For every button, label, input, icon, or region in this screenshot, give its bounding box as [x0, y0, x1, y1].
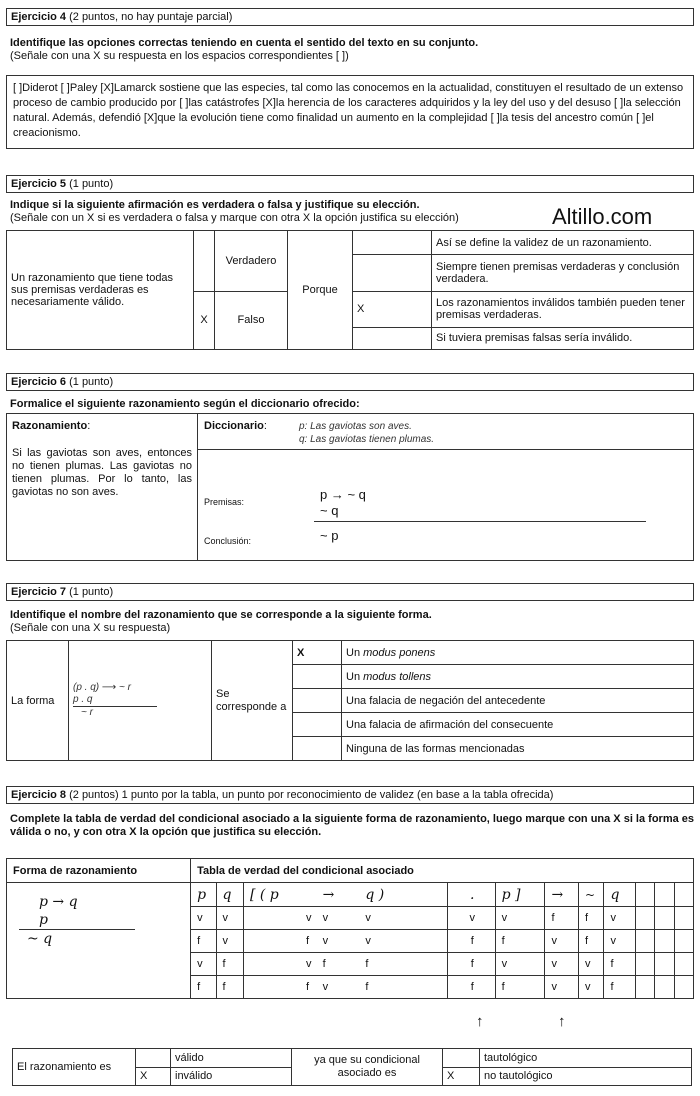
tt-cell: f	[317, 953, 360, 976]
ej5-option-text: Siempre tienen premisas verdaderas y conclusión verdadera.	[432, 255, 694, 291]
tt-cell: f	[243, 930, 316, 953]
tt-cell: f	[447, 953, 495, 976]
tt-cell: v	[359, 907, 447, 930]
ej5-true-mark[interactable]	[194, 231, 215, 292]
tt-spacer-cell	[655, 976, 674, 999]
ej6-razonamiento-text: Si las gaviotas son aves, entonces no tienen plumas. Las gaviotas no tienen plumas. Por lo tanto, las gaviotas no son aves.	[12, 447, 192, 498]
ej5-option-text: Así se define la validez de un razonamiento.	[432, 231, 694, 255]
tt-header-cell: p	[191, 883, 216, 907]
ej7-option-mark[interactable]	[293, 713, 342, 737]
tt-header-cell: q	[216, 883, 243, 907]
ej8-col2-header: Tabla de verdad del condicional asociado	[191, 859, 694, 883]
tt-cell: v	[447, 907, 495, 930]
ej7-instructions	[10, 609, 690, 635]
tt-spacer-cell	[674, 953, 693, 976]
tt-cell: v	[579, 976, 604, 999]
ej6-premisas-label: Premisas:	[204, 497, 245, 507]
tt-cell: v	[317, 907, 360, 930]
tt-cell: f	[545, 907, 579, 930]
tt-cell: v	[191, 907, 216, 930]
ej4-header-points: (2 puntos, no hay puntaje parcial)	[66, 11, 233, 23]
ej5-instruction: (Señale con un X si es verdadera o falsa y marque con otra X la opción justifica su elección)	[10, 212, 459, 224]
tt-cell: f	[359, 953, 447, 976]
tt-cell: f	[216, 953, 243, 976]
arrow-up-icon: ↑	[476, 1013, 484, 1030]
ej6-premises	[320, 487, 366, 519]
ej5-option-mark[interactable]	[353, 231, 432, 255]
tt-cell: v	[545, 976, 579, 999]
ej8-result-table	[12, 1048, 692, 1086]
tt-cell: v	[317, 930, 360, 953]
tt-cell: v	[495, 953, 545, 976]
ej5-statement: Un razonamiento que tiene todas sus premisas verdaderas es necesariamente válido.	[7, 231, 194, 350]
tt-cell: f	[243, 976, 316, 999]
tt-header-cell: p ]	[495, 883, 545, 907]
tt-cell: v	[359, 930, 447, 953]
tt-spacer-cell	[674, 930, 693, 953]
ej6-header-points: (1 punto)	[66, 376, 114, 388]
ej5-header	[6, 175, 694, 193]
ej7-table	[6, 640, 694, 761]
tt-cell: v	[545, 953, 579, 976]
ej5-instructions	[10, 199, 550, 225]
ej7-instruction-bold: Identifique el nombre del razonamiento que se corresponde a la siguiente forma.	[10, 609, 432, 621]
ej8-col1-header: Forma de razonamiento	[7, 859, 191, 883]
ej6-header	[6, 373, 694, 391]
ej7-forma-label: La forma	[7, 641, 69, 761]
tt-cell: f	[604, 953, 636, 976]
ej6-premise-1: p → ~ q	[320, 487, 366, 502]
ej8-tauto-mark[interactable]	[443, 1049, 480, 1068]
arrow-up-icon: ↑	[558, 1013, 566, 1030]
ej8-invalid: inválido	[171, 1067, 292, 1086]
ej8-porque: ya que su condicional asociado es	[292, 1049, 443, 1086]
tt-cell: f	[216, 976, 243, 999]
ej6-diccionario-label: Diccionario:	[204, 420, 267, 432]
ej4-instructions	[10, 37, 690, 63]
tt-cell: f	[447, 930, 495, 953]
ej4-header	[6, 8, 694, 26]
tt-cell: f	[359, 976, 447, 999]
altillo-logo: Altillo.com	[552, 204, 653, 229]
ej7-header-title: Ejercicio 7	[11, 586, 67, 598]
ej7-forma-line-3: ~ r	[81, 707, 93, 718]
tt-cell: v	[216, 930, 243, 953]
tt-cell: f	[447, 976, 495, 999]
tt-spacer-cell	[655, 953, 674, 976]
ej5-option-text: Los razonamientos inválidos también pueden tener premisas verdaderas.	[432, 291, 694, 327]
ej5-true-label: Verdadero	[215, 231, 288, 292]
tt-spacer-cell	[635, 883, 654, 907]
ej8-result-label: El razonamiento es	[13, 1049, 136, 1086]
ej7-forma-line-2: p . q	[73, 694, 157, 707]
ej8-invalid-mark[interactable]: X	[136, 1067, 171, 1086]
ej6-conclusion: ~ p	[320, 528, 339, 543]
ej5-option-mark[interactable]	[353, 255, 432, 291]
tt-cell: f	[579, 907, 604, 930]
ej8-valid: válido	[171, 1049, 292, 1068]
ej6-razonamiento-label: Razonamiento:	[12, 420, 91, 432]
tt-spacer-cell	[635, 907, 654, 930]
ej4-text-box	[6, 75, 694, 149]
ej8-header-title: Ejercicio 8	[11, 789, 67, 801]
ej6-instruction-bold: Formalice el siguiente razonamiento según el diccionario ofrecido:	[10, 398, 360, 410]
ej5-option-mark[interactable]	[353, 327, 432, 349]
ej8-instruction-bold: Complete la tabla de verdad del condicional asociado a la siguiente forma de razonamiento, luego marque con una X si la forma es válida o no, y con otra X la opción que justifica su elección.	[10, 813, 695, 838]
tt-spacer-cell	[635, 930, 654, 953]
ej6-dict-q: q: Las gaviotas tienen plumas.	[299, 434, 435, 445]
tt-cell: v	[191, 953, 216, 976]
ej8-header-points: (2 puntos) 1 punto por la tabla, un punto por reconocimiento de validez (en base a la tabla ofrecida)	[66, 789, 554, 801]
tt-cell: f	[604, 976, 636, 999]
tt-spacer-cell	[674, 907, 693, 930]
ej8-valid-mark[interactable]	[136, 1049, 171, 1068]
ej8-tauto: tautológico	[480, 1049, 692, 1068]
ej8-table	[6, 858, 694, 999]
ej6-instructions	[10, 398, 690, 411]
tt-spacer-cell	[674, 883, 693, 907]
ej5-option-text: Si tuviera premisas falsas sería inválido.	[432, 327, 694, 349]
ej4-text: [ ]Diderot [ ]Paley [X]Lamarck sostiene que las especies, tal como las conocemos en la actualidad, constituyen el resultado de un extenso proceso de cambio producido por [ ]las catástrofes [X]la herencia de los caracteres adquiridos y la ley del uso y del desuso [ ]la selección natural. Además, defendió [X]que la evolución tiene como finalidad un aumento en la complejidad [ ]la tesis del ancestro común [ ]el creacionismo.	[13, 82, 684, 139]
tt-cell: v	[216, 907, 243, 930]
tt-cell: f	[495, 930, 545, 953]
tt-header-cell: q )	[359, 883, 447, 907]
ej5-table	[6, 230, 694, 350]
ej6-conclusion-line	[314, 521, 646, 522]
tt-spacer-cell	[635, 953, 654, 976]
tt-header-cell: ~	[579, 883, 604, 907]
ej4-instruction-bold: Identifique las opciones correctas teniendo en cuenta el sentido del texto en su conjunto.	[10, 37, 479, 49]
tt-cell: v	[495, 907, 545, 930]
ej7-forma	[69, 641, 212, 761]
tt-cell: v	[545, 930, 579, 953]
ej6-header-title: Ejercicio 6	[11, 376, 67, 388]
tt-spacer-cell	[655, 883, 674, 907]
ej8-notauto: no tautológico	[480, 1067, 692, 1086]
tt-cell: v	[604, 930, 636, 953]
ej6-dictionary	[299, 420, 434, 446]
ej7-instruction: (Señale con una X su respuesta)	[10, 622, 171, 634]
tt-cell: v	[243, 907, 316, 930]
tt-cell: f	[191, 930, 216, 953]
ej7-corresponde: Se corresponde a	[212, 641, 293, 761]
tt-header-cell: .	[447, 883, 495, 907]
ej8-form-line-2: p	[19, 911, 135, 930]
ej8-instructions	[10, 813, 694, 839]
tt-header-cell: [ ( p	[243, 883, 316, 907]
ej7-option-text: Ninguna de las formas mencionadas	[342, 737, 694, 761]
ej6-box	[6, 413, 694, 561]
ej5-instruction-bold: Indique si la siguiente afirmación es verdadera o falsa y justifique su elección.	[10, 199, 420, 211]
ej4-instruction: (Señale con una X su respuesta en los espacios correspondientes [ ])	[10, 50, 349, 62]
ej7-option-text: Una falacia de negación del antecedente	[342, 689, 694, 713]
tt-cell: v	[243, 953, 316, 976]
ej4-header-title: Ejercicio 4	[11, 11, 67, 23]
ej7-header	[6, 583, 694, 601]
tt-spacer-cell	[635, 976, 654, 999]
ej7-option-text: Una falacia de afirmación del consecuente	[342, 713, 694, 737]
tt-spacer-cell	[655, 930, 674, 953]
ej7-option-mark[interactable]	[293, 689, 342, 713]
ej7-forma-line-1: (p . q) ⟶ ~ r	[73, 682, 131, 693]
tt-cell: f	[495, 976, 545, 999]
ej5-header-points: (1 punto)	[66, 178, 114, 190]
tt-cell: f	[579, 930, 604, 953]
ej8-form-line-3: ~ q	[27, 931, 53, 947]
ej6-dict-p: p: Las gaviotas son aves.	[299, 421, 412, 432]
ej7-option-text: Un modus tollens	[342, 665, 694, 689]
ej5-false-label: Falso	[215, 291, 288, 350]
tt-cell: v	[317, 976, 360, 999]
ej6-conclusion-label: Conclusión:	[204, 536, 252, 546]
ej5-header-title: Ejercicio 5	[11, 178, 67, 190]
ej8-form-line-1: p → q	[39, 894, 78, 910]
ej7-header-points: (1 punto)	[66, 586, 114, 598]
ej5-false-mark[interactable]: X	[194, 291, 215, 350]
tt-header-cell: q	[604, 883, 636, 907]
ej5-option-mark[interactable]: X	[353, 291, 432, 327]
tt-cell: v	[579, 953, 604, 976]
ej7-option-text: Un modus ponens	[342, 641, 694, 665]
ej8-notauto-mark[interactable]: X	[443, 1067, 480, 1086]
ej8-form	[7, 883, 191, 999]
tt-cell: f	[191, 976, 216, 999]
ej8-header	[6, 786, 694, 804]
tt-spacer-cell	[674, 976, 693, 999]
ej7-option-mark[interactable]	[293, 737, 342, 761]
ej7-option-mark[interactable]: X	[293, 641, 342, 665]
tt-header-cell: →	[545, 883, 579, 907]
ej7-option-mark[interactable]	[293, 665, 342, 689]
ej5-porque: Porque	[288, 231, 353, 350]
tt-spacer-cell	[655, 907, 674, 930]
tt-cell: v	[604, 907, 636, 930]
tt-header-cell: →	[317, 883, 360, 907]
ej6-premise-2: ~ q	[320, 503, 339, 518]
